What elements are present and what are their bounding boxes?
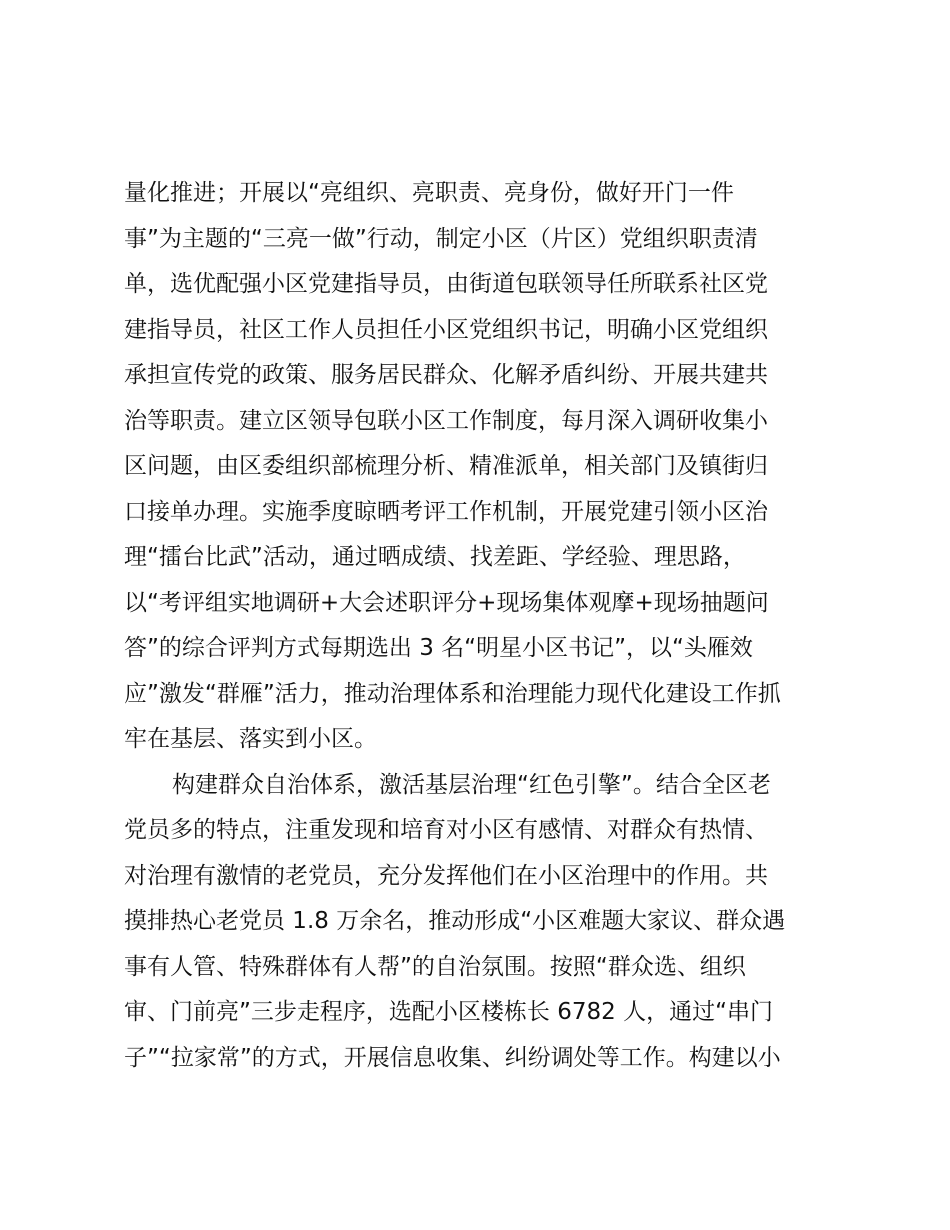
- text-line: 建指导员，社区工作人员担任小区党组织书记，明确小区党组织: [124, 316, 768, 343]
- text-line: 摸排热心老党员 1.8 万余名，推动形成“小区难题大家议、群众遇: [124, 908, 786, 934]
- text-line: 事”为主题的“三亮一做”行动，制定小区（片区）党组织职责清: [124, 225, 758, 252]
- text-line: 审、门前亮”三步走程序，选配小区楼栋长 6782 人，通过“串门: [124, 999, 773, 1025]
- text-line: 区问题，由区委组织部梳理分析、精准派单，相关部门及镇街归: [124, 453, 768, 479]
- text-line: 应”激发“群雁”活力，推动治理体系和治理能力现代化建设工作抓: [124, 680, 781, 707]
- text-line: 量化推进；开展以“亮组织、亮职责、亮身份，做好开门一件: [124, 180, 734, 206]
- text-line-indented: 构建群众自治体系，激活基层治理“红色引擎”。结合全区老: [172, 771, 771, 798]
- text-line: 承担宣传党的政策、服务居民群众、化解矛盾纠纷、开展共建共: [124, 362, 768, 388]
- paragraph-1: [124, 171, 844, 763]
- text-line: 口接单办理。实施季度晾晒考评工作机制，开展党建引领小区治: [124, 498, 768, 525]
- text-line: 以“考评组实地调研+大会述职评分+现场集体观摩+现场抽题问: [124, 589, 769, 616]
- text-line: 治等职责。建立区领导包联小区工作制度，每月深入调研收集小: [124, 407, 768, 434]
- text-line: 牢在基层、落实到小区。: [124, 726, 377, 752]
- text-line: 理“擂台比武”活动，通过晒成绩、找差距、学经验、理思路，: [124, 544, 746, 570]
- text-line: 对治理有激情的老党员，充分发挥他们在小区治理中的作用。共: [124, 862, 768, 889]
- document-body: [124, 171, 844, 1081]
- text-line: 党员多的特点，注重发现和培育对小区有感情、对群众有热情、: [124, 817, 768, 843]
- text-line: 事有人管、特殊群体有人帮”的自治氛围。按照“群众选、组织: [124, 953, 746, 980]
- text-line: 单，选优配强小区党建指导员，由街道包联领导任所联系社区党: [124, 271, 768, 297]
- text-line: 子”“拉家常”的方式，开展信息收集、纠纷调处等工作。构建以小: [124, 1044, 781, 1071]
- paragraph-2: [124, 763, 844, 1082]
- text-line: 答”的综合评判方式每期选出 3 名“明星小区书记”，以“头雁效: [124, 635, 753, 661]
